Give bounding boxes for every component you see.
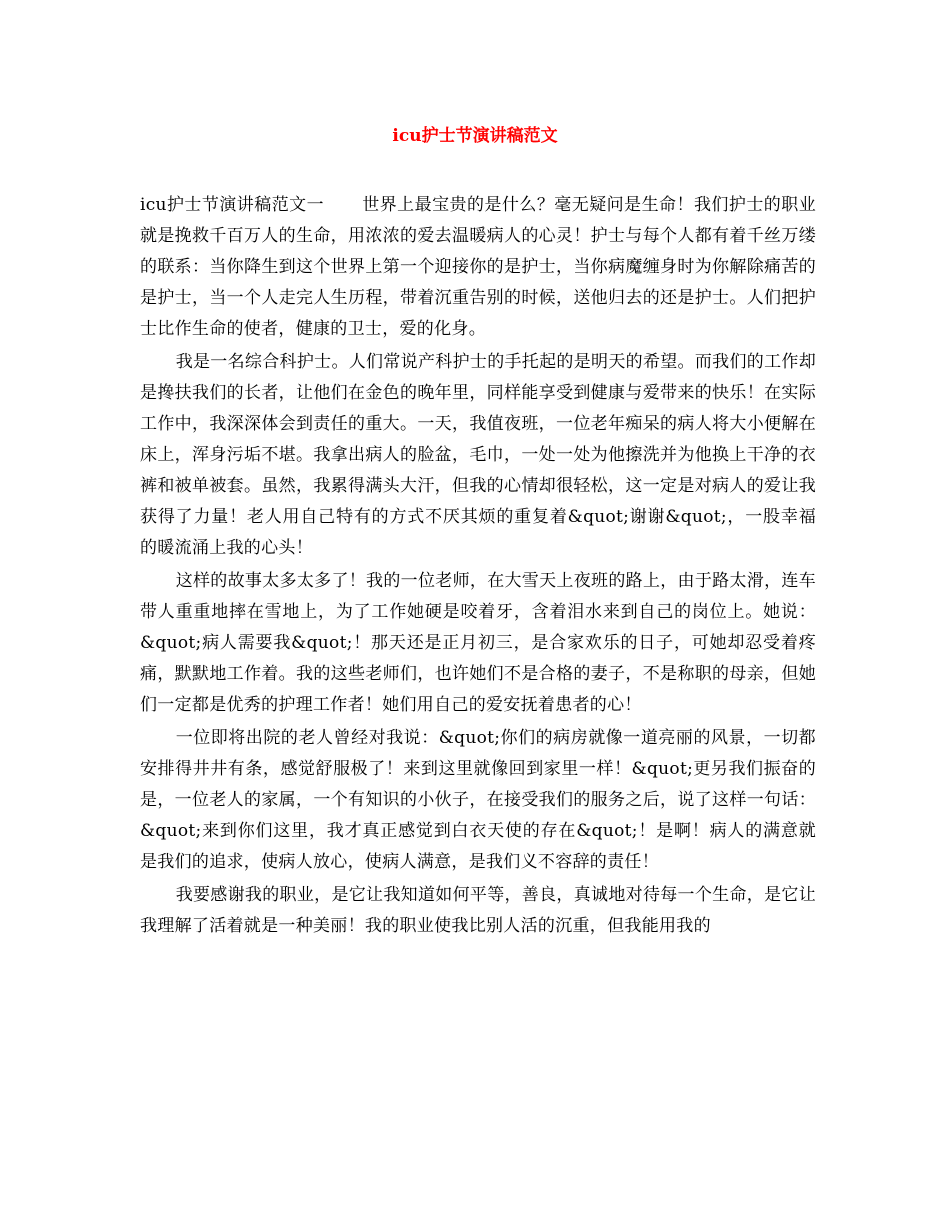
paragraph-1-text: 世界上最宝贵的是什么？毫无疑问是生命！我们护士的职业就是挽救千百万人的生命，用浓浓的爱去温暖病人的心灵！护士与每个人都有着千丝万缕的联系：当你降生到这个世界上第一个迎接你的是护士，当你病魔缠身时为你解除痛苦的是护士，当一个人走完人生历程，带着沉重告别的时候，送他归去的还是护士。人们把护士比作生命的使者，健康的卫士，爱的化身。	[140, 195, 816, 339]
document-body	[140, 190, 816, 944]
paragraph-3: 这样的故事太多太多了！我的一位老师，在大雪天上夜班的路上，由于路太滑，连车带人重重地摔在雪地上，为了工作她硬是咬着牙，含着泪水来到自己的岗位上。她说：&quot;病人需要我&quot;！那天还是正月初三，是合家欢乐的日子，可她却忍受着疼痛，默默地工作着。我的这些老师们，也许她们不是合格的妻子，不是称职的母亲，但她们一定都是优秀的护理工作者！她们用自己的爱安抚着患者的心！	[140, 571, 816, 715]
paragraph-5: 我要感谢我的职业，是它让我知道如何平等，善良，真诚地对待每一个生命，是它让我理解了活着就是一种美丽！我的职业使我比别人活的沉重，但我能用我的	[140, 885, 816, 936]
document-title: icu护士节演讲稿范文	[392, 126, 558, 146]
paragraph-1	[140, 190, 816, 345]
intro-label: icu护士节演讲稿范文一	[140, 195, 325, 215]
paragraph-2: 我是一名综合科护士。人们常说产科护士的手托起的是明天的希望。而我们的工作却是搀扶我们的长者，让他们在金色的晚年里，同样能享受到健康与爱带来的快乐！在实际工作中，我深深体会到责任的重大。一天，我值夜班，一位老年痴呆的病人将大小便解在床上，浑身污垢不堪。我拿出病人的脸盆，毛巾，一处一处为他擦洗并为他换上干净的衣裤和被单被套。虽然，我累得满头大汗，但我的心情却很轻松，这一定是对病人的爱让我获得了力量！老人用自己特有的方式不厌其烦的重复着&quot;谢谢&quot;，一股幸福的暖流涌上我的心头！	[140, 352, 816, 558]
paragraph-4: 一位即将出院的老人曾经对我说：&quot;你们的病房就像一道亮丽的风景，一切都安排得井井有条，感觉舒服极了！来到这里就像回到家里一样！&quot;更另我们振奋的是，一位老人的家属，一个有知识的小伙子，在接受我们的服务之后，说了这样一句话：&quot;来到你们这里，我才真正感觉到白衣天使的存在&quot;！是啊！病人的满意就是我们的追求，使病人放心，使病人满意，是我们义不容辞的责任！	[140, 728, 816, 872]
